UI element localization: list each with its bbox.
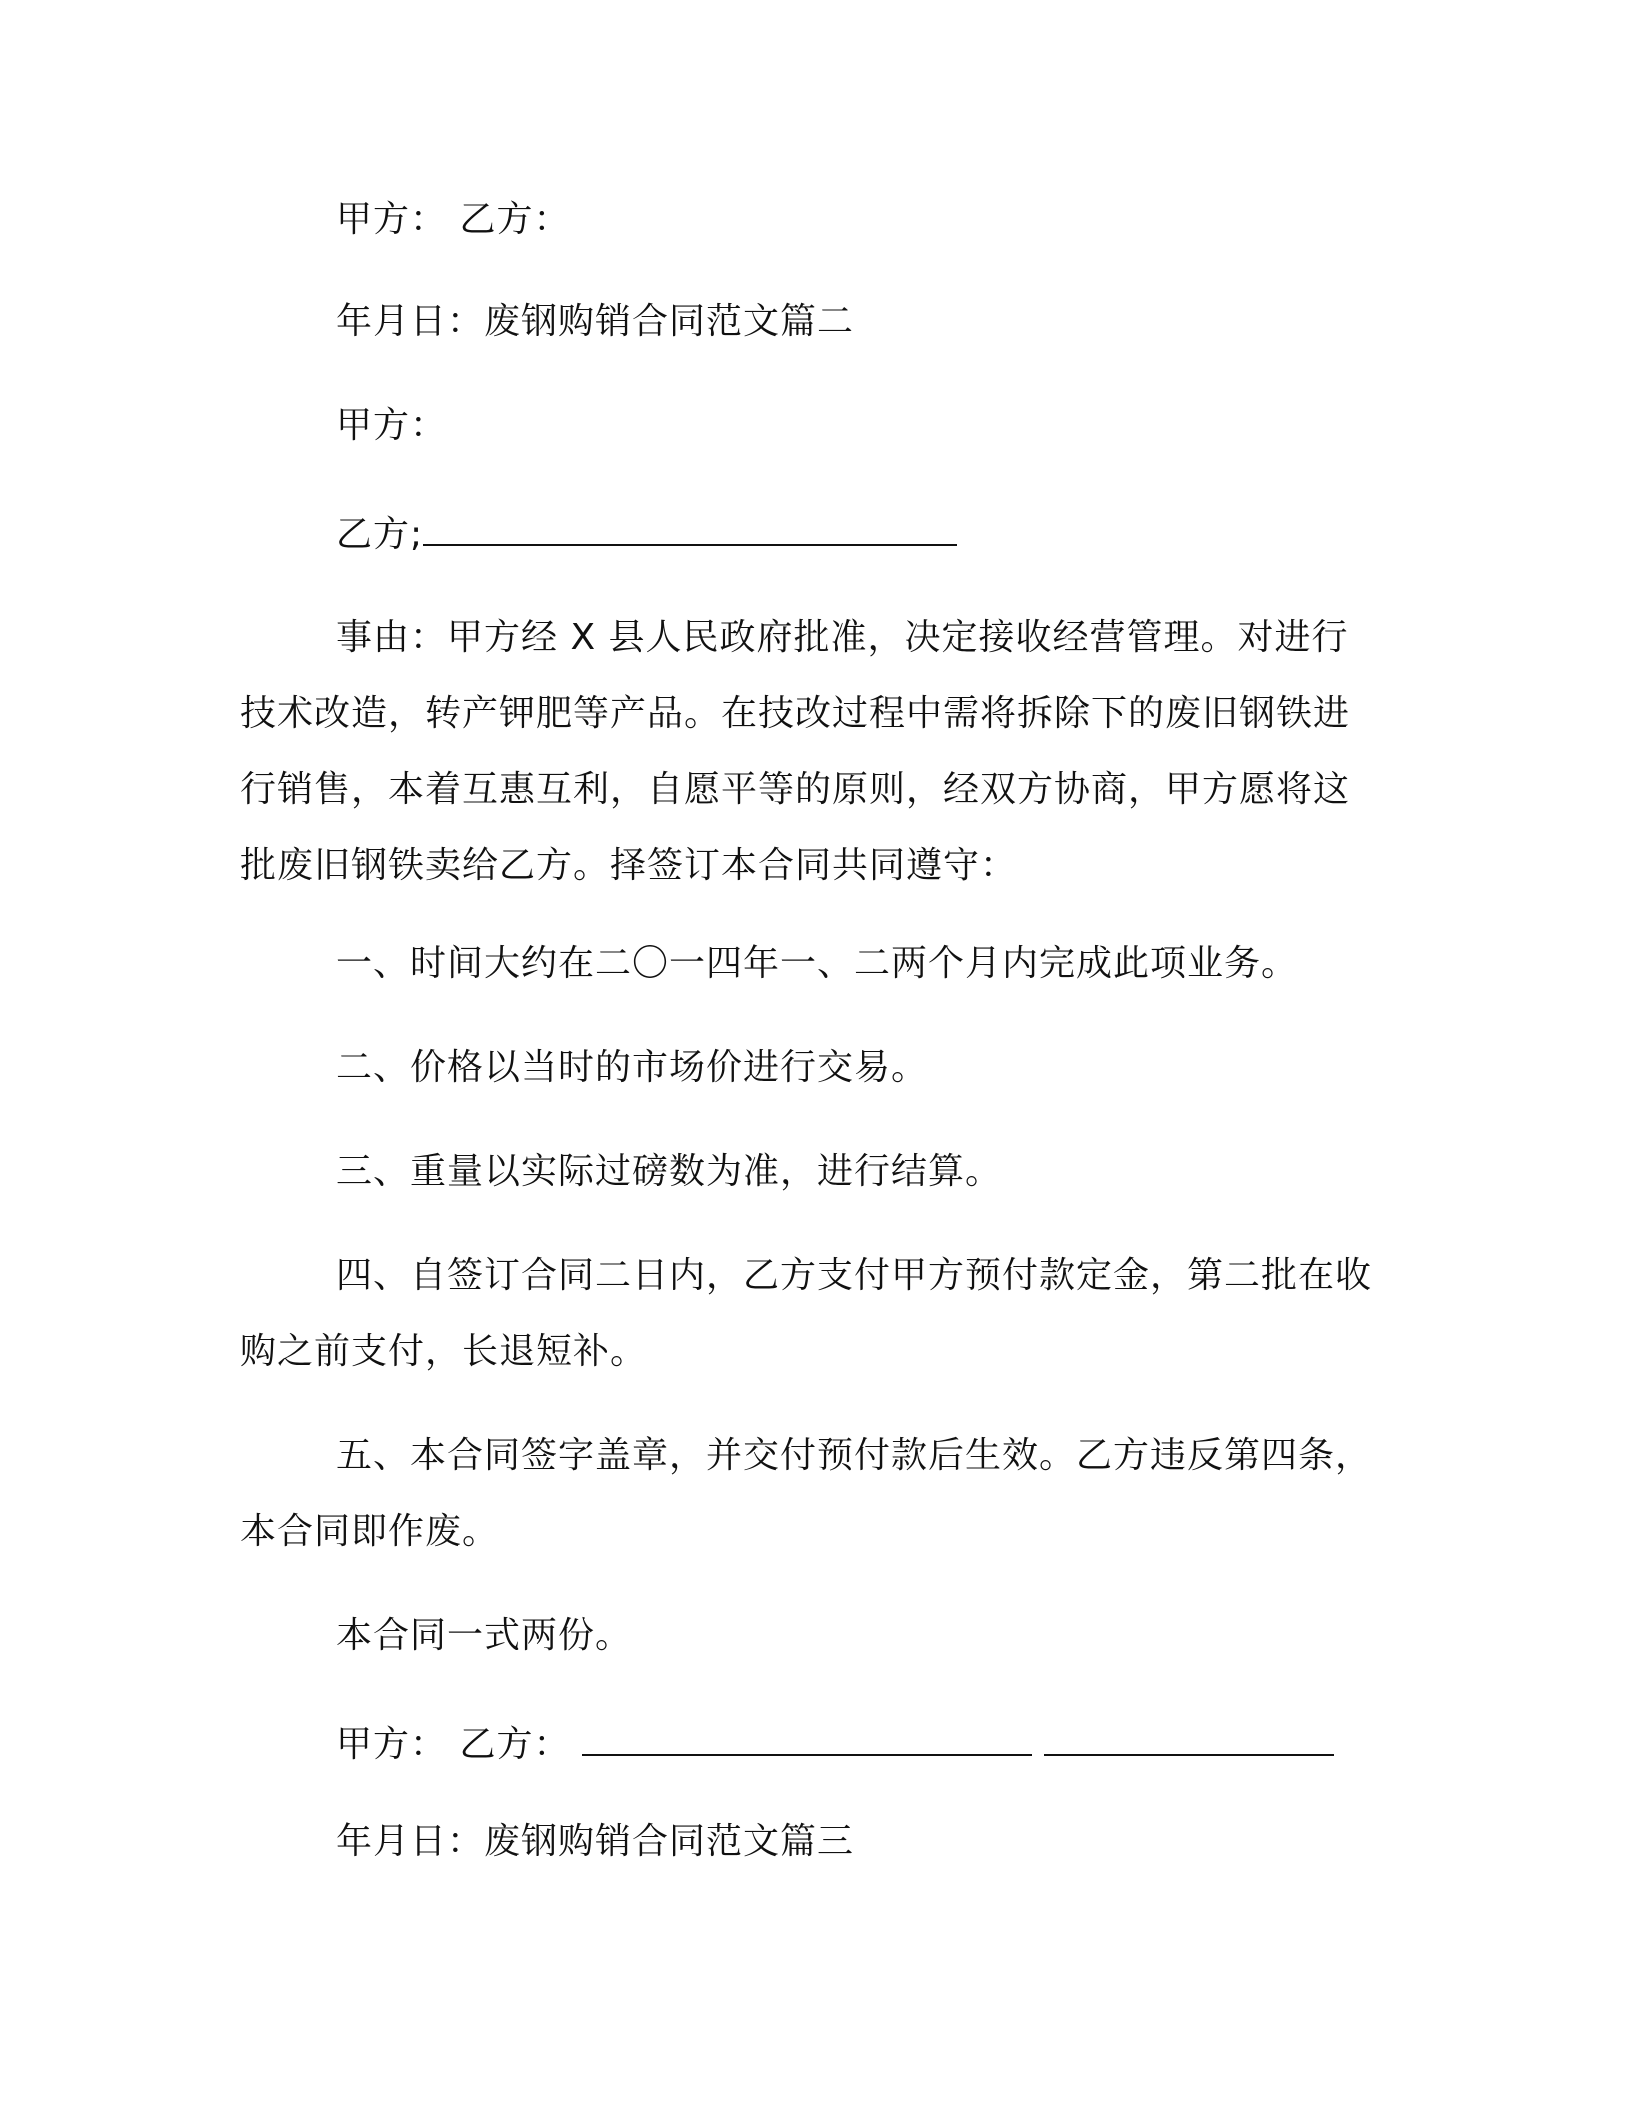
party-line-1: 甲方： 乙方：	[336, 199, 571, 240]
date-title-line-2: 年月日：废钢购销合同范文篇二	[336, 301, 855, 342]
signature-blank-a	[582, 1720, 1032, 1756]
copies-line: 本合同一式两份。	[336, 1615, 633, 1656]
party-a-label: 甲方：	[336, 405, 448, 446]
party-b-blank	[423, 510, 957, 546]
party-a-line	[336, 406, 447, 446]
clause-2: 二、价格以当时的市场价进行交易。	[336, 1047, 929, 1088]
clause-3: 三、重量以实际过磅数为准，进行结算。	[336, 1151, 1003, 1192]
clause-1: 一、时间大约在二〇一四年一、二两个月内完成此项业务。	[336, 943, 1299, 984]
reason-paragraph	[240, 600, 1380, 904]
date-title-line-3: 年月日：废钢购销合同范文篇三	[336, 1821, 855, 1862]
signature-label: 甲方： 乙方：	[336, 1724, 571, 1765]
party-b-label: 乙方;	[336, 514, 424, 555]
party-b-line	[336, 510, 957, 555]
signature-line	[336, 1720, 1334, 1765]
reason-text: 事由：甲方经 X 县人民政府批准，决定接收经营管理。对进行技术改造，转产钾肥等产品。在技改过程中需将拆除下的废旧钢铁进行销售，本着互惠互利，自愿平等的原则，经双方协商，甲方愿将这批废旧钢铁卖给乙方。择签订本合同共同遵守：	[240, 617, 1351, 886]
clause-5: 五、本合同签字盖章，并交付预付款后生效。乙方违反第四条，本合同即作废。	[240, 1435, 1373, 1552]
signature-blank-b	[1044, 1720, 1334, 1756]
clause-4: 四、自签订合同二日内，乙方支付甲方预付款定金，第二批在收购之前支付，长退短补。	[240, 1255, 1373, 1372]
